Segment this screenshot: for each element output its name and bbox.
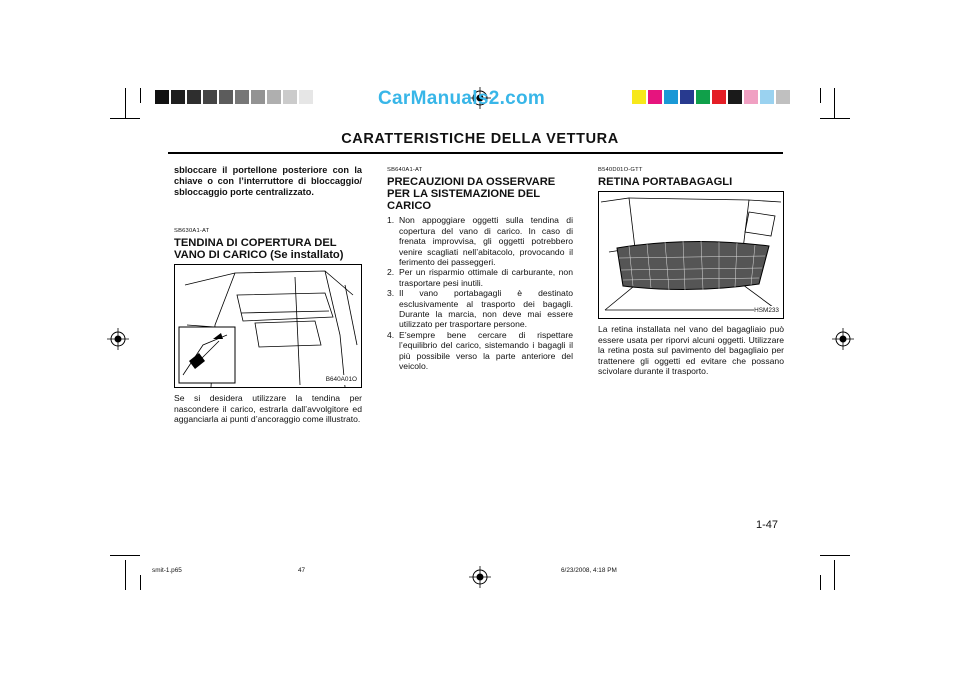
list-item: 1. Non appoggiare oggetti sulla tendina di copertura del vano di carico. In caso di frenata improvvisa, gli oggetti potrebbero venire scagliati nell’abitacolo, provocando il ferimento dei passeggeri.: [387, 215, 573, 268]
color-swatch: [648, 90, 662, 104]
section-code: B540D01O-GTT: [598, 167, 643, 173]
intro-text: sbloccare il portellone posteriore con la chiave o con l’interruttore di bloccaggio/ sbloccaggio porte centralizzato.: [174, 165, 362, 197]
title-rule: [168, 152, 783, 154]
figure-label: B640A01O: [326, 375, 357, 385]
precautions-list: [387, 215, 573, 371]
section-code: SB630A1-AT: [174, 228, 210, 234]
registration-mark-icon: [107, 328, 129, 350]
column-right: [598, 165, 784, 376]
color-swatch: [696, 90, 710, 104]
color-swatch: [219, 90, 233, 104]
color-swatch: [267, 90, 281, 104]
registration-mark-icon: [469, 566, 491, 588]
list-item: 2. Per un risparmio ottimale di carburante, non trasportare pesi inutili.: [387, 267, 573, 288]
color-swatch: [712, 90, 726, 104]
luggage-net-illustration: [598, 191, 784, 319]
section-heading: RETINA PORTABAGAGLI: [598, 176, 733, 189]
color-swatch: [744, 90, 758, 104]
cargo-cover-illustration: [174, 264, 362, 388]
page-title: CARATTERISTICHE DELLA VETTURA: [341, 131, 619, 147]
section-heading: PRECAUZIONI DA OSSERVARE PER LA SISTEMAZIONE DEL CARICO: [387, 176, 556, 213]
color-swatch: [171, 90, 185, 104]
color-swatch: [760, 90, 774, 104]
body-text: Se si desidera utilizzare la tendina per nascondere il carico, estrarla dall’avvolgitore ed agganciarla ai punti d’ancoraggio come illustrato.: [174, 393, 362, 425]
color-swatch: [728, 90, 742, 104]
color-swatch: [203, 90, 217, 104]
column-middle: [387, 165, 573, 372]
color-swatch: [155, 90, 169, 104]
figure-label: HSM233: [754, 306, 779, 316]
registration-mark-icon: [832, 328, 854, 350]
color-swatch: [251, 90, 265, 104]
cargo-cover-drawing: [175, 265, 361, 387]
section-heading: TENDINA DI COPERTURA DEL VANO DI CARICO (Se installato): [174, 237, 344, 262]
color-swatch: [632, 90, 646, 104]
watermark[interactable]: CarManuals2.com: [378, 88, 546, 109]
color-swatch: [776, 90, 790, 104]
list-item: 3. Il vano portabagagli è destinato esclusivamente al trasporto dei bagagli. Durante la marcia, non deve mai essere utilizzato per trasportare persone.: [387, 288, 573, 330]
color-swatch: [283, 90, 297, 104]
color-calibration-strip: [632, 90, 792, 104]
luggage-net-drawing: [599, 192, 783, 318]
list-item: 4. E’sempre bene cercare di rispettare l’equilibrio del carico, sistemando i bagagli il più possibile verso la parte anteriore del veicolo.: [387, 329, 573, 372]
column-left: [174, 165, 362, 425]
color-swatch: [664, 90, 678, 104]
section-code: SB640A1-AT: [387, 167, 423, 173]
page-number: 1-47: [756, 519, 779, 531]
footer-page: 47: [298, 567, 306, 574]
color-swatch: [235, 90, 249, 104]
grayscale-calibration-strip: [155, 90, 315, 104]
footer-datetime: 6/23/2008, 4:18 PM: [561, 567, 617, 574]
body-text: La retina installata nel vano del bagagliaio può essere usata per riporvi alcuni oggetti. Utilizzare la retina posta sul pavimento del bagagliaio per trattenere gli oggetti ed evitare che possano scivolare durante il trasporto.: [598, 324, 784, 377]
footer-filename: smit-1.p65: [152, 567, 182, 574]
color-swatch: [187, 90, 201, 104]
color-swatch: [680, 90, 694, 104]
color-swatch: [299, 90, 313, 104]
